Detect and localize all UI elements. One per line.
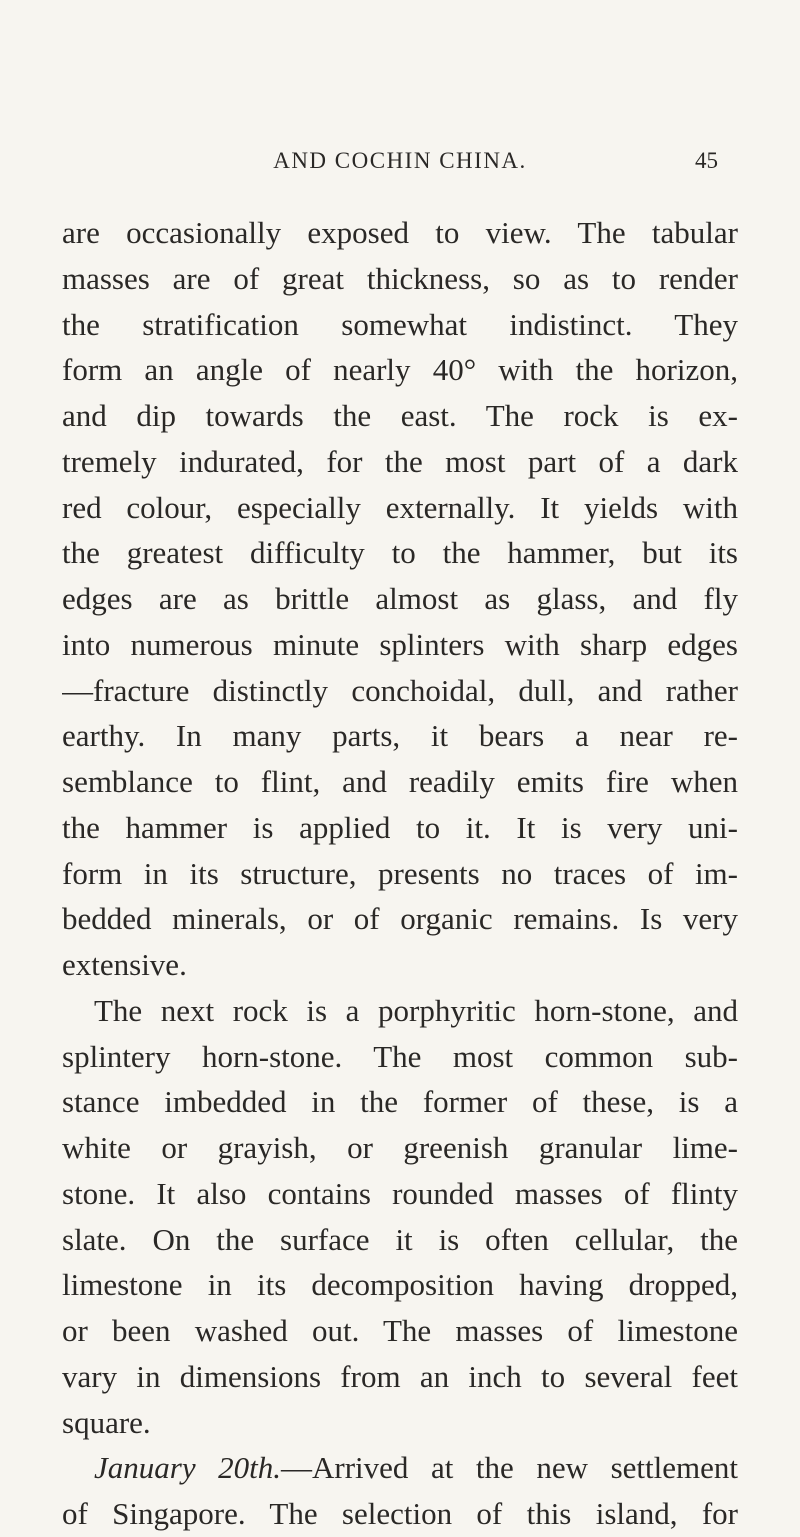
text-line: earthy. In many parts, it bears a near re- xyxy=(62,718,738,754)
text-line: into numerous minute splinters with sharp edges xyxy=(62,626,738,662)
page-header xyxy=(0,146,800,186)
page-number: 45 xyxy=(695,148,718,173)
text-line: stance imbedded in the former of these, is a xyxy=(62,1084,738,1120)
body-text xyxy=(62,210,738,1537)
text-line: white or grayish, or greenish granular lime- xyxy=(62,1130,738,1165)
text-line: form in its structure, presents no traces of im- xyxy=(62,855,738,891)
date-entry-text: —Arrived at the new settlement xyxy=(281,1450,738,1486)
text-line: square. xyxy=(62,1404,151,1440)
text-line: extensive. xyxy=(62,947,187,982)
text-line: limestone in its decomposition having dropped, xyxy=(62,1267,738,1303)
text-line: vary in dimensions from an inch to several feet xyxy=(62,1358,738,1394)
text-line: edges are as brittle almost as glass, and fly xyxy=(62,581,738,616)
text-line: stone. It also contains rounded masses of flinty xyxy=(62,1175,738,1211)
text-line: —fracture distinctly conchoidal, dull, and rather xyxy=(62,672,738,708)
text-line: the hammer is applied to it. It is very uni- xyxy=(62,809,738,845)
text-line: the greatest difficulty to the hammer, but its xyxy=(62,535,738,571)
text-line: the stratification somewhat indistinct. They xyxy=(62,306,738,342)
date-label: January 20th. xyxy=(94,1450,282,1486)
text-line: and dip towards the east. The rock is ex- xyxy=(62,398,738,433)
text-line: The next rock is a porphyritic horn-stone, and xyxy=(94,992,738,1028)
text-line: red colour, especially externally. It yields with xyxy=(62,489,738,525)
running-head: AND COCHIN CHINA. xyxy=(273,148,527,173)
text-line: semblance to flint, and readily emits fire when xyxy=(62,764,738,799)
text-line: or been washed out. The masses of limestone xyxy=(62,1313,738,1348)
text-line: are occasionally exposed to view. The tabular xyxy=(62,215,738,250)
text-line: masses are of great thickness, so as to render xyxy=(62,260,738,296)
text-line: bedded minerals, or of organic remains. Is very xyxy=(62,901,738,937)
text-line: tremely indurated, for the most part of a dark xyxy=(62,443,738,479)
text-line: slate. On the surface it is often cellular, the xyxy=(62,1221,738,1257)
date-entry-line xyxy=(62,1445,738,1491)
text-line: form an angle of nearly 40° with the horizon, xyxy=(62,352,738,388)
text-line: splintery horn-stone. The most common sub- xyxy=(62,1038,738,1074)
text-line: of Singapore. The selection of this island, for xyxy=(62,1496,738,1531)
